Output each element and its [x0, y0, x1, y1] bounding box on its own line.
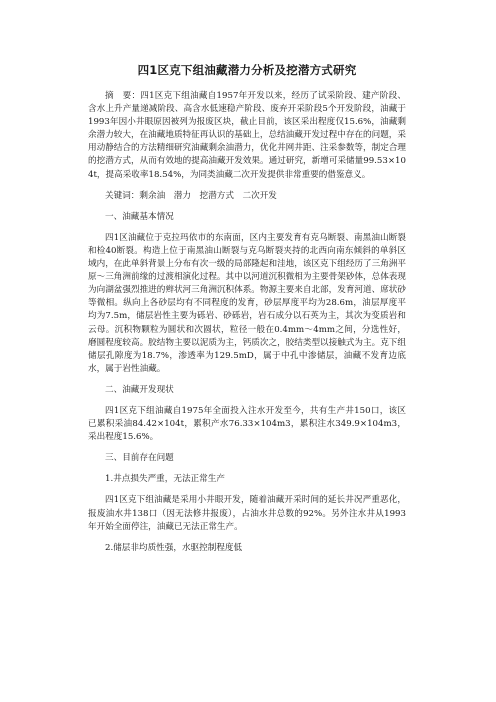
document-page — [88, 62, 406, 555]
section-heading-development-status: 二、油藏开发现状 — [105, 384, 174, 395]
section-heading-current-problems: 三、目前存在问题 — [105, 453, 174, 464]
section-paragraph-development-status: 四1区克下组油藏自1975年全面投入注水开发至今，共有生产井150口，该区已累积采油84.42×104t，累积产水76.33×104m3，累积注水349.9×104m3，采出程度15.6%。 — [88, 405, 406, 443]
section-heading-basic-info: 一、油藏基本情况 — [105, 211, 174, 222]
section-paragraph-basic-info: 四1区油藏位于克拉玛依市的东南面，区内主要发育有克乌断裂、南黑油山断裂和检40断裂。构造上位于南黑油山断裂与克乌断裂夹持的北西向南东倾斜的单斜区域内，在此单斜背景上分布有次一级的局部隆起和洼地，该区克下组经历了三角洲平原～三角洲前缘的过渡相演化过程。其中以河道沉积微相为主要骨架砂体，总体表现为向湖盆强烈推进的辫状河三角洲沉积体系。物源主要来自北部，发育河道、席状砂等微相。纵向上各砂层均有不同程度的发育，砂层厚度平均为28.6m，油层厚度平均为7.5m，储层岩性主要为砾岩、砂砾岩，岩石成分以石英为主，其次为变质岩和云母。沉积物颗粒为圆状和次圆状，粒径一般在0.4mm～4mm之间，分选性好，磨圆程度较高。胶结物主要以泥质为主，钙质次之，胶结类型以接触式为主。克下组储层孔隙度为18.7%，渗透率为129.5mD，属于中孔中渗储层，油藏不发育边底水，属于岩性油藏。 — [88, 232, 406, 374]
document-title: 四1区克下组油藏潜力分析及挖潜方式研究 — [137, 63, 357, 77]
subsection-paragraph-well-loss: 四1区克下组油藏是采用小井眼开发，随着油藏开采时间的延长井况严重恶化，报废油水井138口（因无法修井报废），占油水井总数的92%。另外注水井从1993年开始全面停注，油藏已无法正常生产。 — [88, 495, 406, 532]
abstract-paragraph: 摘 要：四1区克下组油藏自1957年开发以来，经历了试采阶段、建产阶段、含水上升产量递减阶段、高含水低速稳产阶段、废弃开采阶段5个开发阶段，油藏于1993年因小井眼原因被列为报废区块，截止目前，该区采出程度仅15.6%，油藏剩余潜力较大，在油藏地质特征再认识的基础上，总结油藏开发过程中存在的问题，采用动静结合的方法精细研究油藏剩余油潜力，优化井网井距、注采参数等，制定合理的挖潜方式，从而有效地的提高油藏开发效果。通过研究，新增可采储量99.53×104t，提高采收率18.54%，为同类油藏二次开发提供非常重要的借鉴意义。 — [88, 91, 406, 180]
subsection-heading-well-loss: 1.井点损失严重，无法正常生产 — [105, 474, 225, 485]
subsection-heading-heterogeneity: 2.储层非均质性强，水驱控制程度低 — [105, 542, 243, 553]
keywords-line: 关键词：剩余油 潜力 挖潜方式 二次开发 — [105, 190, 277, 201]
